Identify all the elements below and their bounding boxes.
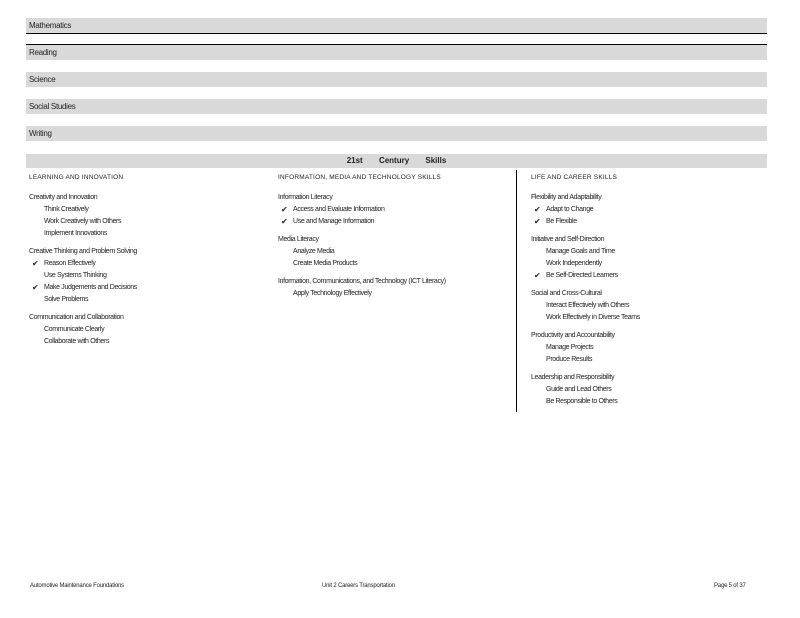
footer-course: Automotive Maintenance Foundations [30, 583, 124, 589]
skill-group-title: Communication and Collaboration [29, 314, 124, 321]
skill-item-label: Manage Goals and Time [546, 248, 615, 255]
checkmark-icon: ✔ [32, 283, 39, 292]
skill-group [278, 192, 503, 228]
skill-item [29, 324, 254, 336]
skill-item [29, 258, 254, 270]
skill-group-title: Productivity and Accountability [531, 332, 615, 339]
skill-group-title: Media Literacy [278, 236, 319, 243]
skill-item [278, 258, 503, 270]
skill-item [531, 216, 761, 228]
subject-row-social-studies [26, 99, 767, 114]
subject-row-science [26, 72, 767, 87]
skill-item-label: Use and Manage Information [293, 218, 375, 225]
skill-item-label: Access and Evaluate Information [293, 206, 385, 213]
skill-item-label: Use Systems Thinking [44, 272, 107, 279]
column-title: LEARNING AND INNOVATION [29, 174, 124, 181]
skill-item [531, 246, 761, 258]
skill-group [29, 192, 254, 240]
skill-item [531, 270, 761, 282]
skill-item-label: Work Effectively in Diverse Teams [546, 314, 640, 321]
divider [26, 33, 767, 34]
skill-item [531, 354, 761, 366]
column-title: LIFE AND CAREER SKILLS [531, 174, 618, 181]
skill-group-title: Social and Cross-Cultural [531, 290, 602, 297]
skill-item-label: Collaborate with Others [44, 338, 110, 345]
skill-item [29, 228, 254, 240]
skill-item [278, 204, 503, 216]
subject-row-writing [26, 126, 767, 141]
skill-group-title: Initiative and Self-Direction [531, 236, 605, 243]
column-title: INFORMATION, MEDIA AND TECHNOLOGY SKILLS [278, 174, 441, 181]
skill-item [531, 300, 761, 312]
skill-item [531, 342, 761, 354]
skill-item [278, 246, 503, 258]
skill-group [531, 192, 761, 228]
skill-item-label: Guide and Lead Others [546, 386, 612, 393]
skill-group [531, 372, 761, 408]
checkmark-icon: ✔ [281, 205, 288, 214]
skill-group [278, 234, 503, 270]
skill-item [29, 294, 254, 306]
skill-group [29, 312, 254, 348]
skill-group-title: Creativity and Innovation [29, 194, 98, 201]
skill-item-label: Interact Effectively with Others [546, 302, 630, 309]
skill-item-label: Be Responsible to Others [546, 398, 618, 405]
skill-item [531, 312, 761, 324]
skill-item [29, 216, 254, 228]
skills-column-information [278, 172, 503, 306]
skill-group-title: Information, Communications, and Technology (ICT Literacy) [278, 278, 446, 285]
checkmark-icon: ✔ [32, 259, 39, 268]
skill-item [29, 270, 254, 282]
skill-item-label: Analyze Media [293, 248, 335, 255]
skill-item [29, 204, 254, 216]
subject-label: Mathematics [29, 21, 72, 30]
skill-item [278, 216, 503, 228]
subject-row-reading [26, 45, 767, 60]
skill-item-label: Produce Results [546, 356, 593, 363]
checkmark-icon: ✔ [534, 205, 541, 214]
skill-item [531, 384, 761, 396]
skill-item [531, 396, 761, 408]
skill-group [531, 330, 761, 366]
skill-group [278, 276, 503, 300]
subject-label: Reading [29, 48, 57, 57]
skill-item-label: Solve Problems [44, 296, 89, 303]
skill-item-label: Create Media Products [293, 260, 358, 267]
skill-item-label: Adapt to Change [546, 206, 594, 213]
skill-group [531, 288, 761, 324]
skill-item [531, 258, 761, 270]
footer-page: Page 5 of 37 [714, 583, 746, 589]
subject-label: Science [29, 75, 56, 84]
skill-group-title: Flexibility and Adaptability [531, 194, 602, 201]
skill-item [29, 282, 254, 294]
skill-item-label: Implement Innovations [44, 230, 108, 237]
skill-group-title: Creative Thinking and Problem Solving [29, 248, 137, 255]
skill-item [531, 204, 761, 216]
skill-item-label: Be Flexible [546, 218, 577, 225]
skill-group [531, 234, 761, 282]
skill-item-label: Manage Projects [546, 344, 594, 351]
column-divider [516, 170, 517, 412]
skill-group [29, 246, 254, 306]
skill-item-label: Apply Technology Effectively [293, 290, 372, 297]
skill-item-label: Think Creatively [44, 206, 89, 213]
checkmark-icon: ✔ [534, 217, 541, 226]
skill-group-title: Information Literacy [278, 194, 333, 201]
checkmark-icon: ✔ [281, 217, 288, 226]
skills-column-learning [29, 172, 254, 354]
skill-item-label: Be Self-Directed Learners [546, 272, 618, 279]
skill-item [29, 336, 254, 348]
skill-item-label: Work Creatively with Others [44, 218, 122, 225]
subject-label: Social Studies [29, 102, 76, 111]
skills-header: 21st Century Skills [26, 154, 767, 168]
skill-item-label: Work Independently [546, 260, 602, 267]
subject-row-mathematics [26, 18, 767, 33]
skills-column-life-career [531, 172, 761, 414]
skill-group-title: Leadership and Responsibility [531, 374, 615, 381]
subject-label: Writing [29, 129, 52, 138]
checkmark-icon: ✔ [534, 271, 541, 280]
footer-unit: Unit 2 Careers Transportation [322, 583, 395, 589]
skill-item-label: Make Judgements and Decisions [44, 284, 137, 291]
skill-item-label: Communicate Clearly [44, 326, 105, 333]
skill-item [278, 288, 503, 300]
skill-item-label: Reason Effectively [44, 260, 96, 267]
